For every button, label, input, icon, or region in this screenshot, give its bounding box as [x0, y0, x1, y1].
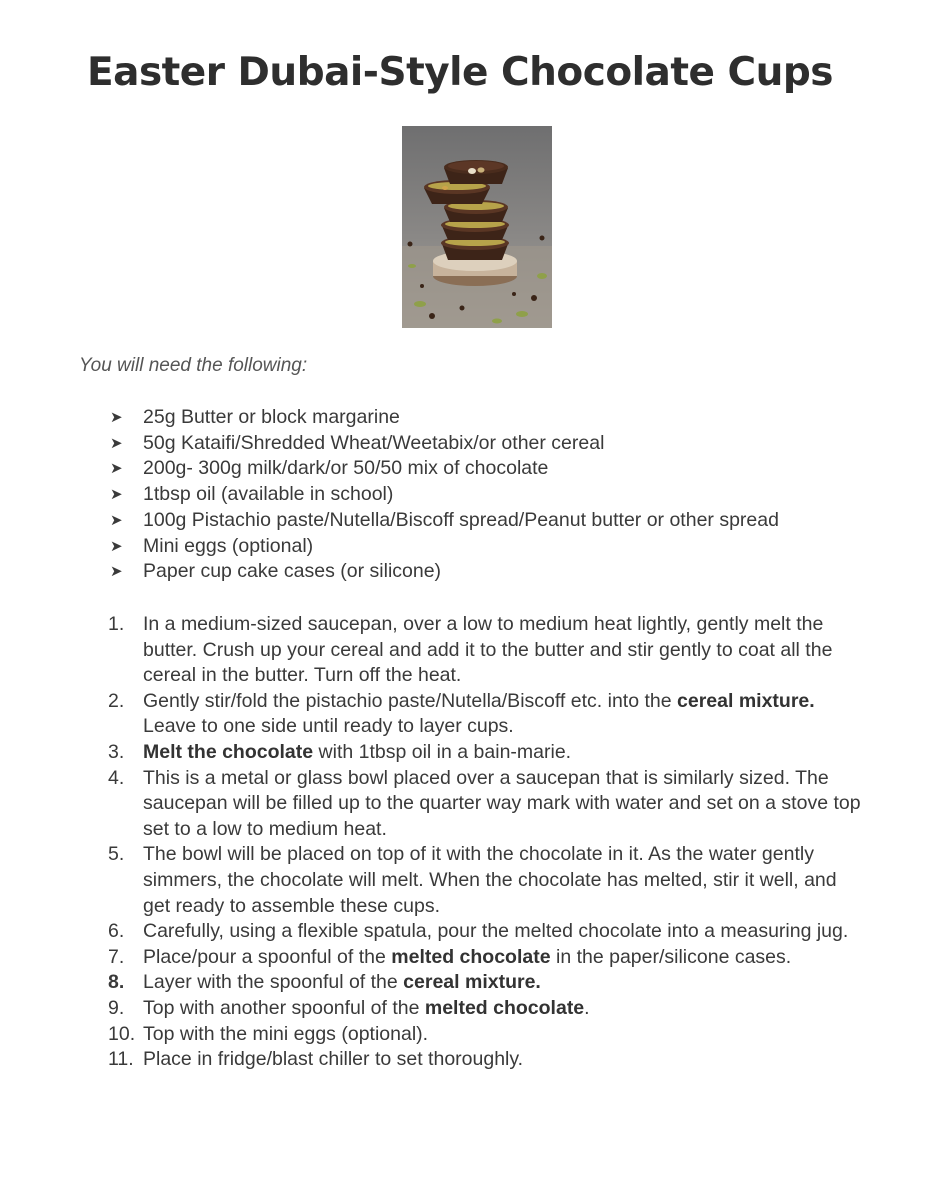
arrow-bullet-icon: ➤	[110, 486, 123, 504]
step-text	[143, 689, 868, 740]
step-text	[143, 945, 868, 971]
step-number: 1.	[108, 613, 125, 635]
step-text	[143, 919, 868, 945]
method-steps	[108, 612, 868, 1073]
method-step	[108, 766, 868, 843]
step-number: 4.	[108, 766, 125, 789]
method-step	[108, 689, 868, 740]
ingredient-list	[110, 405, 779, 585]
step-text-part: Carefully, using a flexible spatula, pour the melted chocolate into a measuring jug.	[143, 920, 849, 943]
step-text	[143, 842, 868, 919]
step-number: 2.	[108, 689, 125, 712]
step-text	[143, 1047, 868, 1073]
method-step	[108, 1022, 868, 1048]
step-text-bold: melted chocolate	[424, 996, 585, 1019]
step-text-part: Leave to one side until ready to layer cups.	[143, 715, 514, 738]
method-step	[108, 612, 868, 689]
arrow-bullet-icon: ➤	[110, 563, 123, 581]
list-item: ➤ 1tbsp oil (available in school)	[110, 482, 779, 508]
method-step	[108, 996, 868, 1022]
step-number: 5.	[108, 843, 125, 866]
list-item: ➤ 200g- 300g milk/dark/or 50/50 mix of chocolate	[110, 456, 779, 482]
recipe-photo	[402, 126, 552, 328]
step-number: 7.	[108, 945, 125, 968]
step-text-part: Gently stir/fold the pistachio paste/Nutella/Biscoff etc. into the	[143, 689, 678, 712]
arrow-bullet-icon: ➤	[110, 460, 123, 478]
step-number: 6.	[108, 920, 125, 943]
method-step	[108, 970, 868, 996]
step-text-part: in the paper/silicone cases.	[550, 945, 792, 968]
step-text-bold: cereal mixture.	[403, 971, 541, 994]
method-step	[108, 842, 868, 919]
step-text	[143, 1022, 868, 1048]
arrow-bullet-icon: ➤	[110, 537, 123, 555]
step-text-bold: Melt the chocolate	[143, 740, 314, 763]
needs-intro: You will need the following:	[79, 355, 308, 376]
step-number: 10.	[108, 1022, 136, 1045]
list-item: ➤ 100g Pistachio paste/Nutella/Biscoff spread/Peanut butter or other spread	[110, 508, 779, 534]
step-text	[143, 996, 868, 1022]
step-text-part: Place/pour a spoonful of the	[143, 945, 392, 968]
method-step	[108, 919, 868, 945]
step-text-part: This is a metal or glass bowl placed over a saucepan that is similarly sized. The saucepan will be filled up to the quarter way mark with water and set on a stove top set to a low to medium heat.	[143, 766, 861, 840]
step-number: 9.	[108, 996, 125, 1019]
step-text	[143, 612, 868, 689]
arrow-bullet-icon: ➤	[110, 434, 123, 452]
step-text-bold: melted chocolate	[391, 945, 551, 968]
list-item: ➤ 50g Kataifi/Shredded Wheat/Weetabix/or other cereal	[110, 431, 779, 457]
arrow-bullet-icon: ➤	[110, 409, 123, 426]
step-text-bold: cereal mixture.	[677, 689, 815, 712]
list-item: ➤ Paper cup cake cases (or silicone)	[110, 559, 779, 585]
step-number: 3.	[108, 740, 125, 763]
step-text-part: Top with another spoonful of the	[143, 996, 425, 1019]
step-text	[143, 766, 868, 843]
list-item: ➤ Mini eggs (optional)	[110, 534, 779, 560]
stacked-chocolate-cups-photo	[402, 126, 552, 328]
step-text-part: Top with the mini eggs (optional).	[143, 1022, 429, 1045]
method-step	[108, 945, 868, 971]
step-text-part: Place in fridge/blast chiller to set thoroughly.	[143, 1048, 524, 1071]
list-item: ➤ 25g Butter or block margarine	[110, 405, 779, 431]
step-text-part: In a medium-sized saucepan, over a low to medium heat lightly, gently melt the butter. Crush up your cereal and add it to the butter and stir gently to coat all the cereal in the butter. Turn off the heat.	[143, 613, 833, 687]
step-number: 8.	[108, 971, 125, 994]
method-step	[108, 740, 868, 766]
step-text	[143, 970, 868, 996]
arrow-bullet-icon: ➤	[110, 511, 123, 529]
step-text-part: .	[584, 996, 590, 1019]
step-text-part: The bowl will be placed on top of it with the chocolate in it. As the water gently simmers, the chocolate will melt. When the chocolate has melted, stir it well, and get ready to assemble these cups.	[143, 843, 837, 917]
step-text	[143, 740, 868, 766]
method-step	[108, 1047, 868, 1073]
page-title: Easter Dubai-Style Chocolate Cups	[86, 50, 834, 95]
step-text-part: Layer with the spoonful of the	[143, 971, 404, 994]
step-text-part: with 1tbsp oil in a bain-marie.	[313, 740, 572, 763]
step-number: 11.	[108, 1048, 134, 1071]
